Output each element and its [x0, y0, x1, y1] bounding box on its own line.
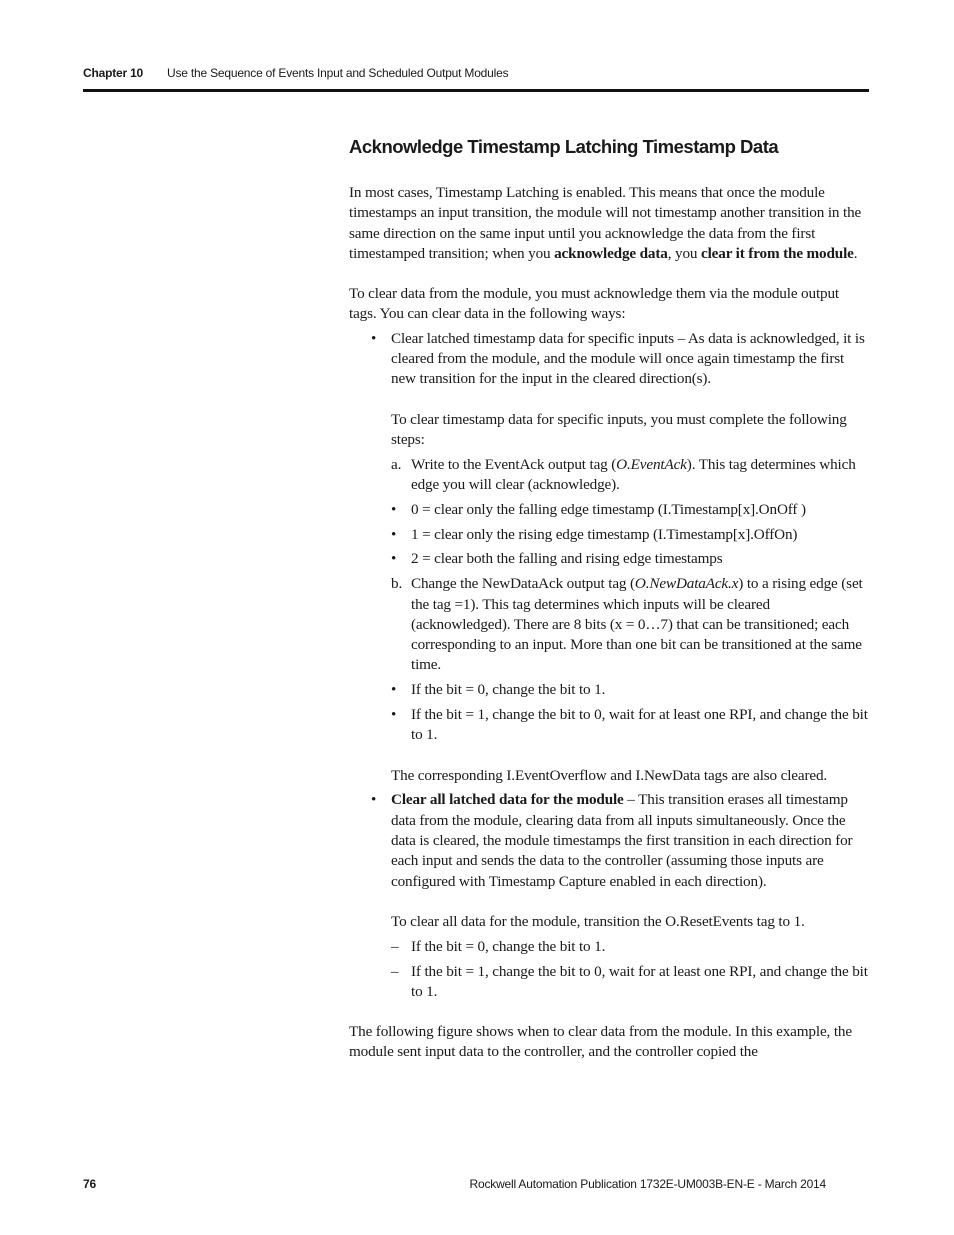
list-item: • 2 = clear both the falling and rising edge timestamps — [349, 549, 869, 569]
steps-intro: To clear timestamp data for specific inputs, you must complete the following steps: — [391, 410, 847, 448]
figure-intro-paragraph: The following figure shows when to clear data from the module. In this example, the module sent input data to the controller, and the controller copied the — [349, 1023, 852, 1061]
list-item: • 0 = clear only the falling edge timestamp (I.Timestamp[x].OnOff ) — [349, 500, 869, 520]
body-text — [349, 183, 869, 1063]
chapter-title: Use the Sequence of Events Input and Scheduled Output Modules — [167, 66, 509, 80]
bullet-marker: • — [391, 525, 397, 543]
bullet-marker: • — [371, 791, 377, 809]
list-item: • If the bit = 1, change the bit to 0, wait for at least one RPI, and change the bit to 1. — [391, 706, 868, 744]
dash-marker: – — [391, 937, 399, 955]
step-a: a. Write to the EventAck output tag (O.EventAck). This tag determines which edge you will clear (acknowledge). — [391, 455, 856, 494]
clear-data-paragraph: To clear data from the module, you must acknowledge them via the module output tags. You can clear data in the following ways: — [349, 285, 839, 323]
step-b: b. Change the NewDataAck output tag (O.NewDataAck.x) to a rising edge (set the tag =1). This tag determines which inputs will be cleared (acknowledged). There are 8 bits (x = 0…7) that can be transitioned; each corresponding to an input. More than one bit can be transitioned at the same time. — [391, 575, 863, 674]
list-item: – If the bit = 1, change the bit to 0, wait for at least one RPI, and change the bit to 1. — [391, 962, 868, 1000]
tag-name: O.NewDataAck.x — [634, 575, 739, 593]
bullet-text: Clear latched timestamp data for specific inputs – As data is acknowledged, it is cleared from the module, and the module will once again timestamp the first new transition for the input in the cleared direction(s). — [391, 329, 865, 388]
bullet-marker: • — [391, 500, 397, 518]
list-item: • Clear all latched data for the module – This transition erases all timestamp data from the module, clearing data from all inputs simultaneously. Once the data is cleared, the module timestamps the first transition in each direction for each input and sends the data to the controller (assuming those inputs are configured with Timestamp Capture enabled in each direction). — [371, 791, 853, 890]
step-marker: b. — [391, 575, 403, 593]
page-number: 76 — [83, 1177, 96, 1191]
bullet-marker: • — [371, 329, 377, 347]
header-rule — [83, 89, 869, 92]
publication-info: Rockwell Automation Publication 1732E-UM003B-EN-E - March 2014 — [469, 1177, 826, 1191]
list-item: • If the bit = 0, change the bit to 1. — [349, 680, 869, 700]
bullet-marker: • — [391, 706, 397, 724]
list-item — [349, 329, 869, 390]
bullet-heading: Clear all latched data for the module — [391, 791, 624, 809]
reset-intro: To clear all data for the module, transition the O.ResetEvents tag to 1. — [391, 912, 805, 930]
step-marker: a. — [391, 455, 402, 473]
list-item: – If the bit = 0, change the bit to 1. — [349, 937, 869, 957]
list-item: • 1 = clear only the rising edge timestamp (I.Timestamp[x].OffOn) — [349, 525, 869, 545]
tag-name: O.EventAck — [616, 455, 687, 473]
chapter-label: Chapter 10 — [83, 66, 144, 80]
section-title: Acknowledge Timestamp Latching Timestamp Data — [349, 136, 779, 157]
running-header — [83, 66, 869, 82]
bullet-marker: • — [391, 681, 397, 699]
note-paragraph: The corresponding I.EventOverflow and I.NewData tags are also cleared. — [391, 766, 828, 784]
dash-marker: – — [391, 962, 399, 980]
intro-paragraph: In most cases, Timestamp Latching is enabled. This means that once the module timestamps an input transition, the module will not timestamp another transition in the same direction on the same input until you acknowledge the data from the first timestamped transition; when you acknowledge data, you clear it from the module. — [349, 184, 862, 262]
bullet-marker: • — [391, 550, 397, 568]
